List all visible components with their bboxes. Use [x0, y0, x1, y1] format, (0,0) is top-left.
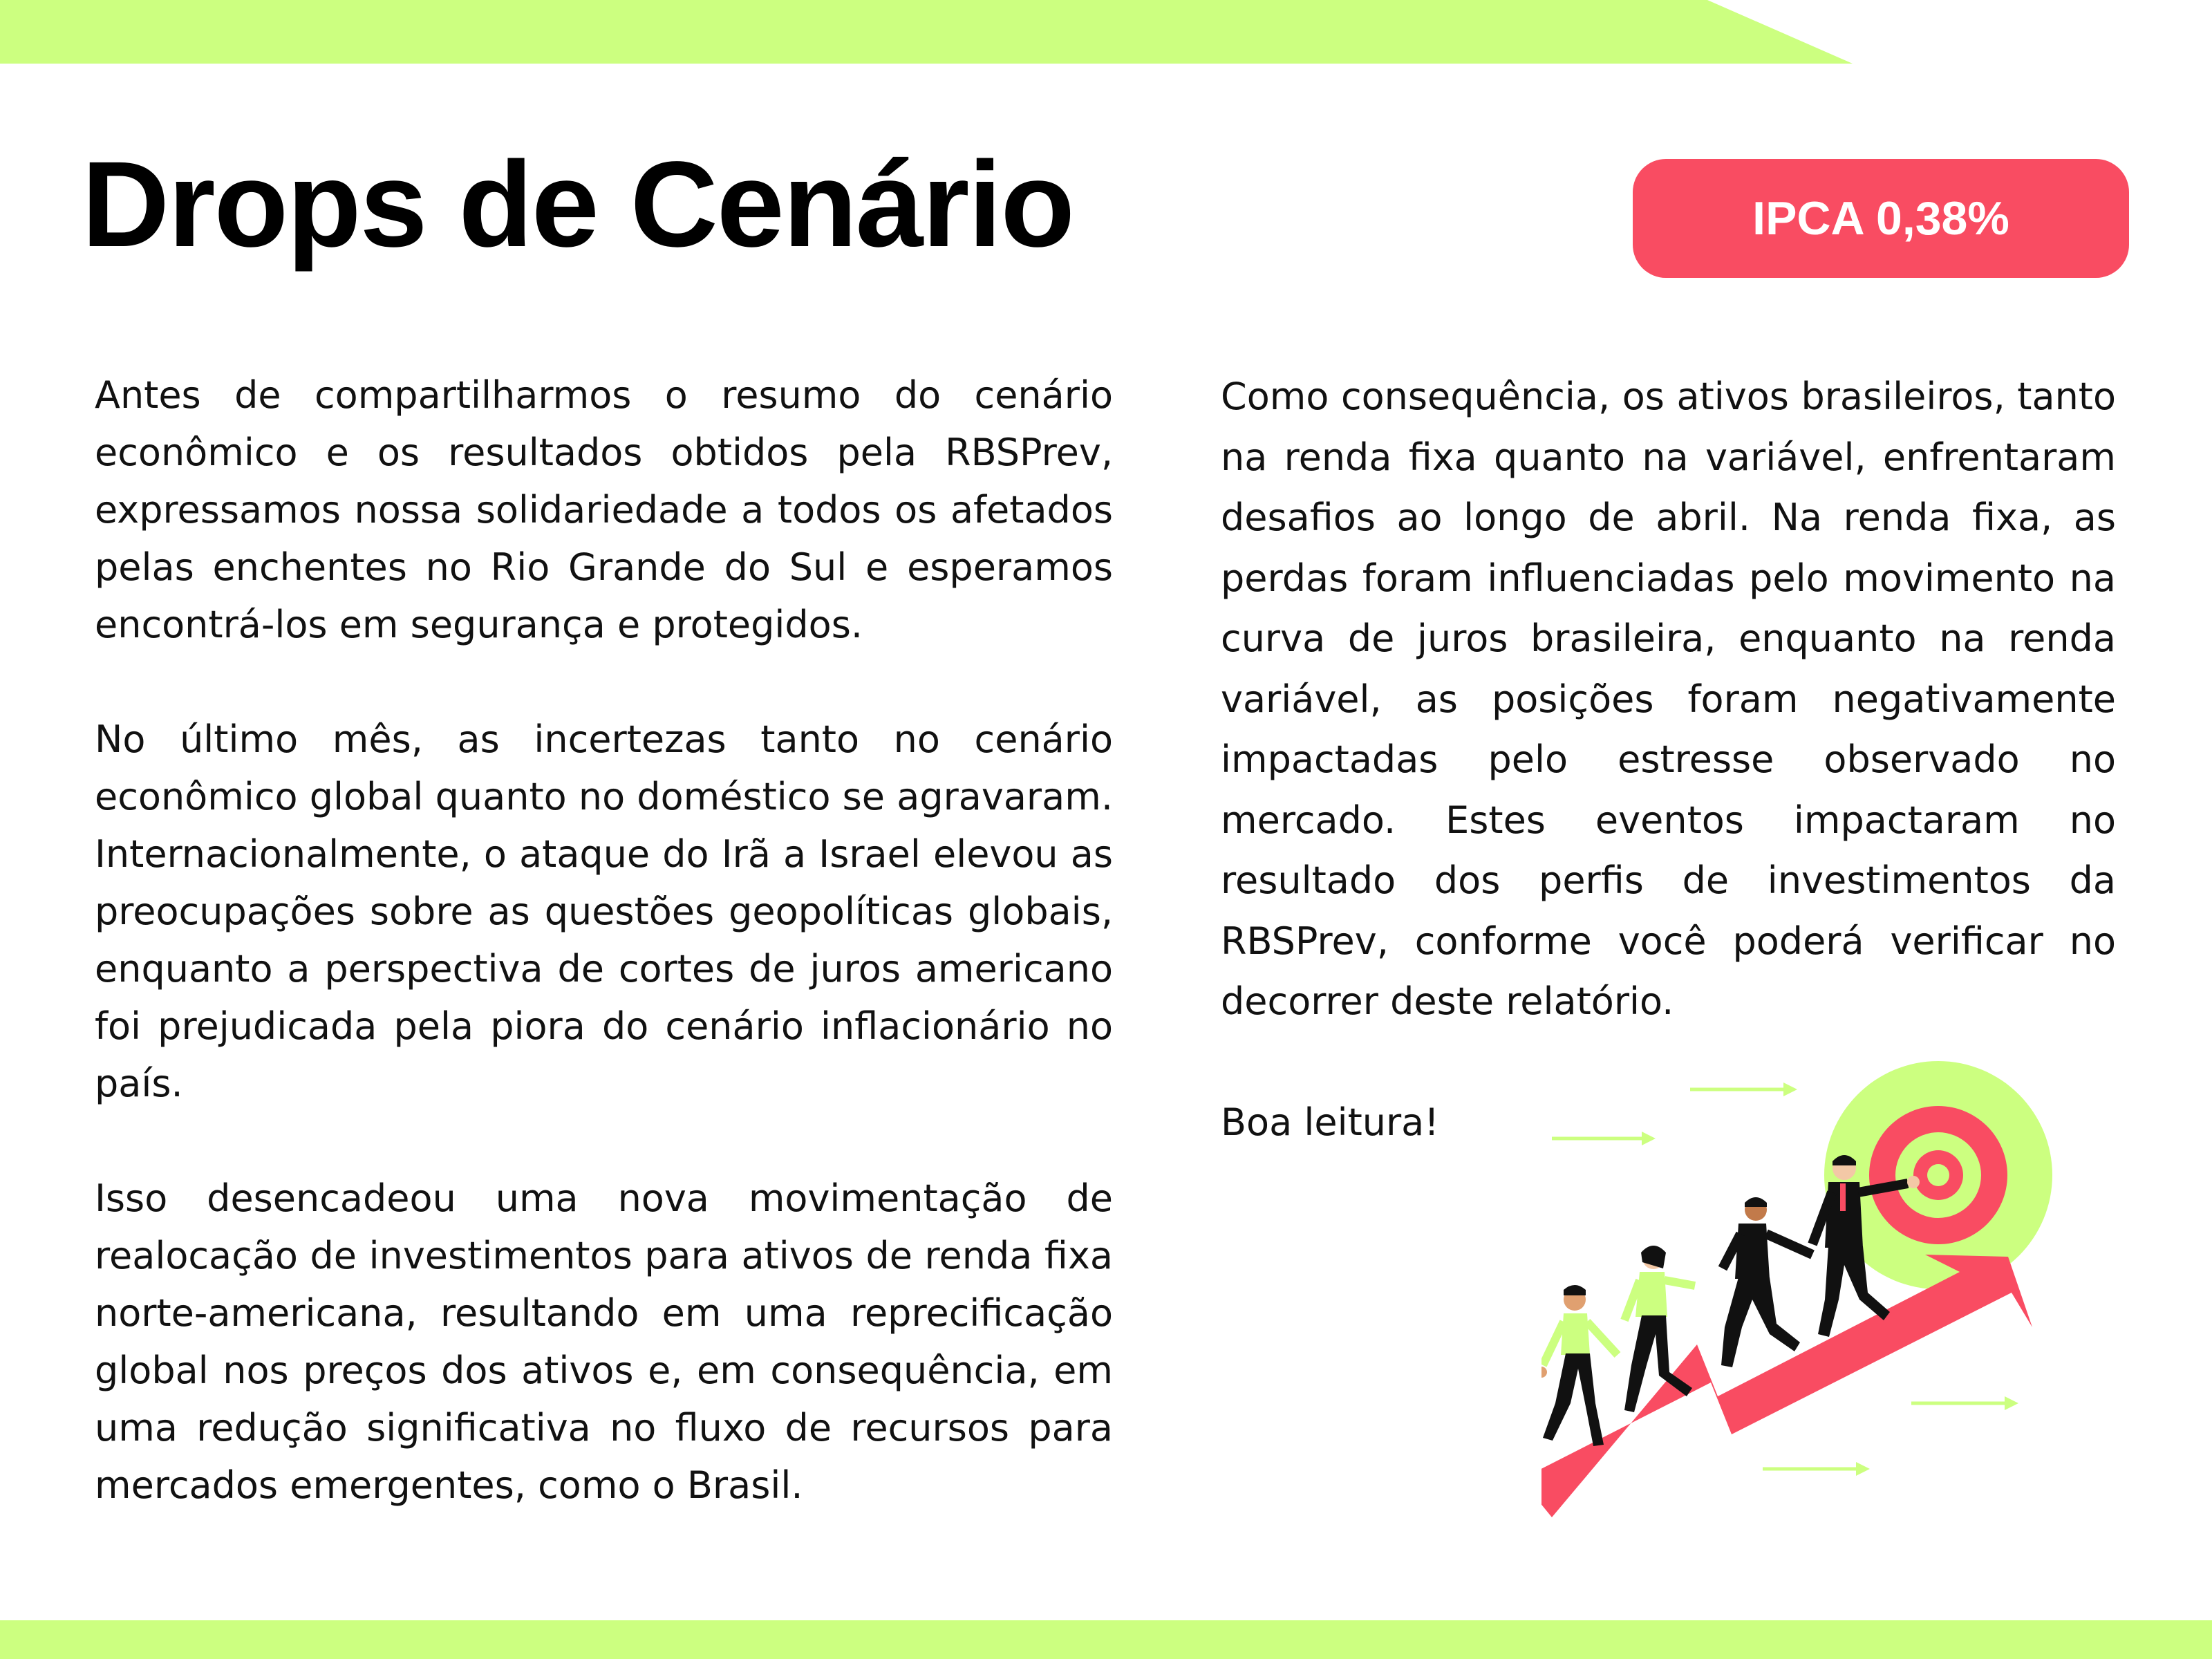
- paragraph-global-uncertainty: No último mês, as incertezas tanto no cenário econômico global quanto no doméstico se agravaram. Internacionalmente, o ataque do Irã a Israel elevou as preocupações sobre as questões geopolíticas globais, enquanto a perspectiva de cortes de juros americano foi prejudicada pela piora do cenário inflacionário no país.: [95, 718, 1113, 1105]
- ipca-badge: IPCA 0,38%: [1633, 159, 2129, 278]
- left-text-column: [95, 366, 1113, 1514]
- paragraph-closing: Boa leitura!: [1221, 1100, 1439, 1144]
- bottom-accent-band: [0, 1620, 2212, 1659]
- page-title: Drops de Cenário: [82, 137, 1074, 272]
- team-climbing-growth-arrow-to-target-icon: [1541, 1058, 2067, 1528]
- paragraph-solidarity: Antes de compartilharmos o resumo do cenário econômico e os resultados obtidos pela RBSPrev, expressamos nossa solidariedade a todos os afetados pelas enchentes no Rio Grande do Sul e esperamos encontrá-los em segurança e protegidos.: [95, 373, 1113, 646]
- paragraph-reallocation: Isso desencadeou uma nova movimentação de realocação de investimentos para ativos de renda fixa norte-americana, resultando em uma reprecificação global nos preços dos ativos e, em consequência, em uma redução significativa no fluxo de recursos para mercados emergentes, como o Brasil.: [95, 1177, 1113, 1507]
- top-accent-band: [0, 0, 1853, 64]
- right-text-column: [1221, 366, 2116, 1153]
- paragraph-consequences: Como consequência, os ativos brasileiros, tanto na renda fixa quanto na variável, enfrentaram desafios ao longo de abril. Na renda fixa, as perdas foram influenciadas pelo movimento na curva de juros brasileira, enquanto na renda variável, as posições foram negativamente impactadas pelo estresse observado no mercado. Estes eventos impactaram no resultado dos perfis de investimentos da RBSPrev, conforme você poderá verificar no decorrer deste relatório.: [1221, 375, 2116, 1023]
